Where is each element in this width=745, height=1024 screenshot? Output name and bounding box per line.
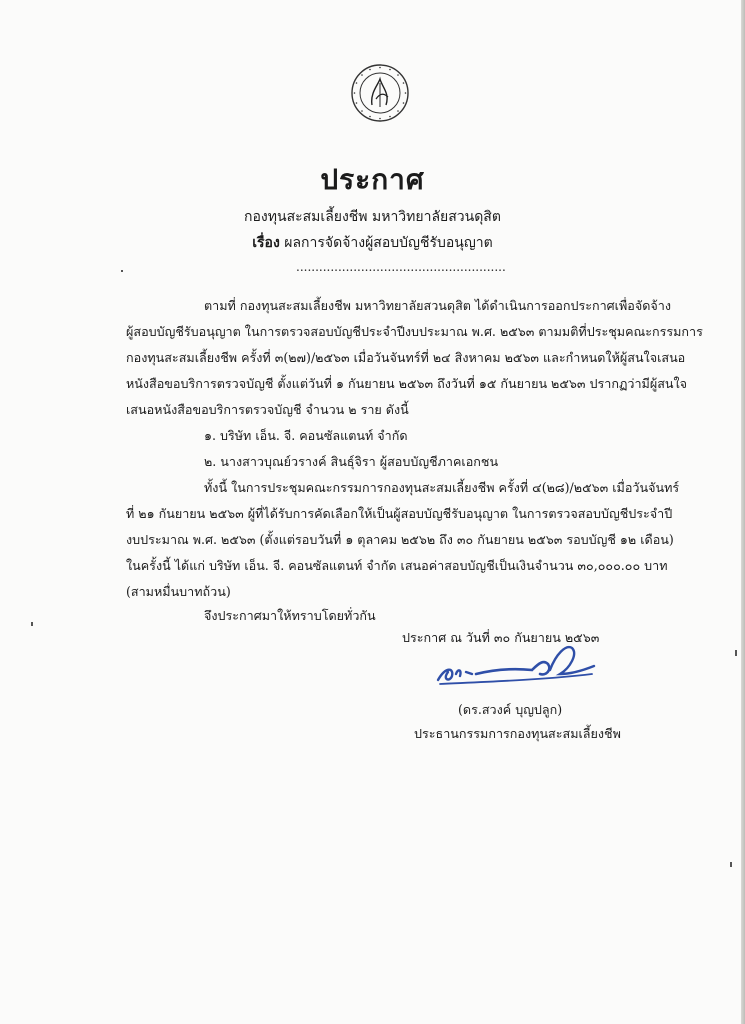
paragraph1-line: กองทุนสะสมเลี้ยงชีพ ครั้งที่ ๓(๒๗)/๒๕๖๓ เมื่อวันจันทร์ที่ ๒๔ สิงหาคม ๒๕๖๓ และกำหนดให้ผู้สนใจเสนอ — [126, 350, 686, 365]
signature-image — [432, 640, 598, 688]
separator-dots: ....................................................... — [296, 260, 506, 274]
list-item: ๑. บริษัท เอ็น. จี. คอนซัลแตนท์ จำกัด — [204, 428, 408, 443]
paragraph2-line: งบประมาณ พ.ศ. ๒๕๖๓ (ตั้งแต่รอบวันที่ ๑ ตุลาคม ๒๕๖๒ ถึง ๓๐ กันยายน ๒๕๖๓ รอบบัญชี ๑๒ เดือน) — [126, 532, 674, 547]
scan-speck — [730, 862, 732, 867]
list-item: ๒. นางสาวบุณย์วรางค์ สินธุ์จิรา ผู้สอบบัญชีภาคเอกชน — [204, 454, 499, 469]
subject-line — [0, 232, 745, 254]
paragraph1-line: ตามที่ กองทุนสะสมเลี้ยงชีพ มหาวิทยาลัยสวนดุสิต ได้ดำเนินการออกประกาศเพื่อจัดจ้าง — [204, 298, 671, 313]
announcement-date: ประกาศ ณ วันที่ ๓๐ กันยายน ๒๕๖๓ — [402, 630, 600, 645]
scan-edge — [741, 0, 745, 1024]
scan-speck — [735, 650, 737, 656]
signer-name: (ดร.สวงค์ บุญปลูก) — [458, 702, 563, 717]
fund-name: กองทุนสะสมเลี้ยงชีพ มหาวิทยาลัยสวนดุสิต — [244, 209, 501, 225]
paragraph1-line: ผู้สอบบัญชีรับอนุญาต ในการตรวจสอบบัญชีประจำปีงบประมาณ พ.ศ. ๒๕๖๓ ตามมติที่ประชุมคณะกรรมการ — [126, 324, 703, 339]
university-seal-icon — [350, 63, 410, 123]
scan-speck — [121, 270, 123, 272]
subject-text: ผลการจัดจ้างผู้สอบบัญชีรับอนุญาต — [284, 235, 493, 251]
page-title: ประกาศ — [320, 163, 425, 196]
paragraph2-line: ทั้งนี้ ในการประชุมคณะกรรมการกองทุนสะสมเลี้ยงชีพ ครั้งที่ ๔(๒๘)/๒๕๖๓ เมื่อวันจันทร์ — [204, 480, 680, 495]
signer-position: ประธานกรรมการกองทุนสะสมเลี้ยงชีพ — [414, 726, 621, 741]
scan-speck — [31, 622, 33, 626]
paragraph2-line: (สามหมื่นบาทถ้วน) — [126, 584, 231, 599]
paragraph1-line: เสนอหนังสือขอบริการตรวจบัญชี จำนวน ๒ ราย ดังนี้ — [126, 402, 409, 417]
closing-line: จึงประกาศมาให้ทราบโดยทั่วกัน — [204, 608, 376, 623]
paragraph2-line: ในครั้งนี้ ได้แก่ บริษัท เอ็น. จี. คอนซัลแตนท์ จำกัด เสนอค่าสอบบัญชีเป็นเงินจำนวน ๓๐,๐๐๐.๐๐ บาท — [126, 558, 668, 573]
subject-label: เรื่อง — [252, 235, 280, 251]
paragraph1-line: หนังสือขอบริการตรวจบัญชี ตั้งแต่วันที่ ๑ กันยายน ๒๕๖๓ ถึงวันที่ ๑๕ กันยายน ๒๕๖๓ ปรากฏว่ามีผู้สนใจ — [126, 376, 688, 391]
paragraph2-line: ที่ ๒๑ กันยายน ๒๕๖๓ ผู้ที่ได้รับการคัดเลือกให้เป็นผู้สอบบัญชีรับอนุญาต ในการตรวจสอบบัญชีประจำปี — [126, 506, 673, 521]
